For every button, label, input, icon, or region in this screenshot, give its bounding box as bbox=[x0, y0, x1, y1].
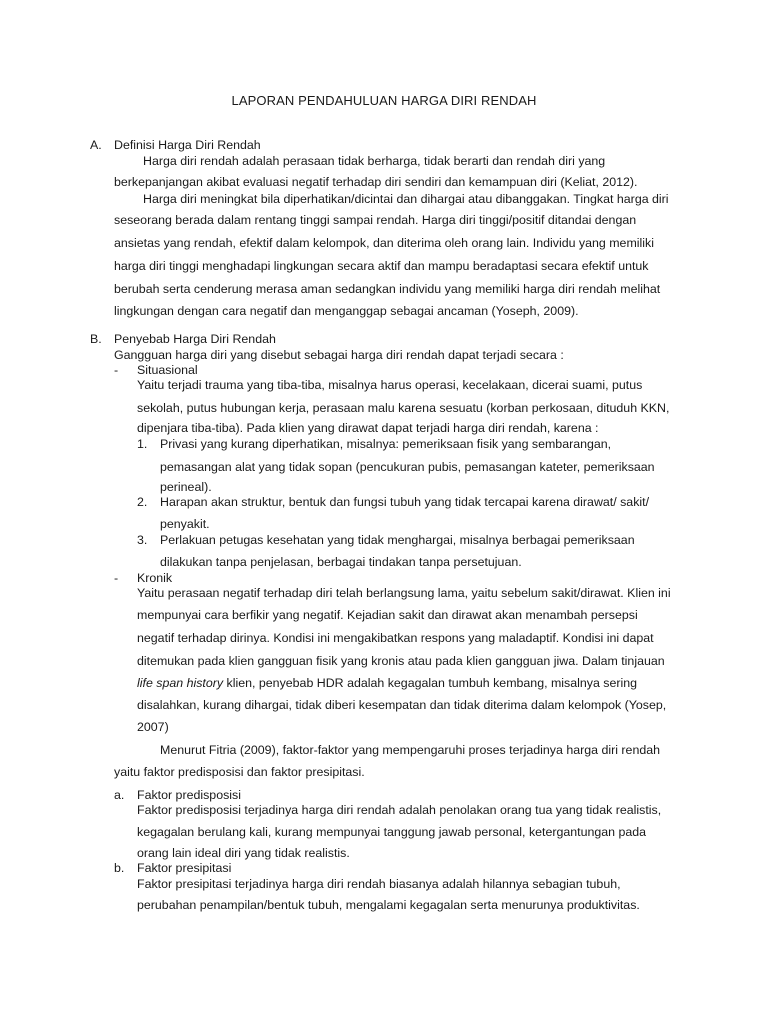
paragraph-line: berubah serta cenderung merasa aman sedangkan individu yang memiliki harga diri rendah melihat bbox=[114, 282, 661, 296]
list-item-line: penyakit. bbox=[160, 517, 210, 531]
list-item-line: Perlakuan petugas kesehatan yang tidak menghargai, misalnya berbagai pemeriksaan bbox=[160, 533, 635, 547]
paragraph-line: Faktor presipitasi terjadinya harga diri rendah biasanya adalah hilannya sebagian tubuh, bbox=[137, 877, 621, 891]
list-number: 2. bbox=[137, 495, 148, 509]
list-item-line: dilakukan tanpa penjelasan, berbagai tindakan tanpa persetujuan. bbox=[160, 555, 522, 569]
list-item-line: Harapan akan struktur, bentuk dan fungsi tubuh yang tidak tercapai karena dirawat/ sakit/ bbox=[160, 495, 650, 509]
paragraph-line: Menurut Fitria (2009), faktor-faktor yang mempengaruhi proses terjadinya harga diri rendah bbox=[160, 743, 661, 757]
paragraph-line: Harga diri meningkat bila diperhatikan/dicintai dan dihargai atau dibanggakan. Tingkat harga diri bbox=[143, 192, 669, 206]
section-a-heading: Definisi Harga Diri Rendah bbox=[114, 138, 261, 152]
paragraph-line-rest: klien, penyebab HDR adalah kegagalan tumbuh kembang, misalnya sering bbox=[223, 676, 638, 690]
paragraph-line: Yaitu terjadi trauma yang tiba-tiba, misalnya harus operasi, kecelakaan, dicerai suami, putus bbox=[137, 378, 643, 392]
section-b-letter: B. bbox=[90, 332, 102, 346]
paragraph-line: sekolah, putus hubungan kerja, perasaan malu karena sesuatu (korban perkosaan, dituduh KKN, bbox=[137, 401, 670, 415]
list-dash: - bbox=[114, 571, 119, 585]
list-letter: b. bbox=[114, 861, 125, 875]
paragraph-line: harga diri tinggi menghadapi lingkungan secara aktif dan mampu beradaptasi secara efektif untuk bbox=[114, 259, 649, 273]
paragraph-line: Yaitu perasaan negatif terhadap diri telah berlangsung lama, yaitu sebelum sakit/dirawat. Klien ini bbox=[137, 586, 671, 600]
paragraph-line: Harga diri rendah adalah perasaan tidak berharga, tidak berarti dan rendah diri yang bbox=[143, 154, 606, 168]
presipitasi-label: Faktor presipitasi bbox=[137, 861, 232, 875]
paragraph-line: disalahkan, kurang dihargai, tidak diberi kesempatan dan tidak diterima dalam kelompok (Yosep, bbox=[137, 698, 667, 712]
paragraph-line: Faktor predisposisi terjadinya harga diri rendah adalah penolakan orang tua yang tidak realistis, bbox=[137, 803, 662, 817]
list-number: 1. bbox=[137, 437, 148, 451]
paragraph-line: yaitu faktor predisposisi dan faktor presipitasi. bbox=[114, 765, 365, 779]
paragraph-line: kegagalan berulang kali, kurang mempunyai tanggung jawab personal, ketergantungan pada bbox=[137, 825, 647, 839]
paragraph-line: orang lain ideal diri yang tidak realistis. bbox=[137, 846, 350, 860]
paragraph-line: 2007) bbox=[137, 720, 169, 734]
section-a-letter: A. bbox=[90, 138, 102, 152]
kronik-label: Kronik bbox=[137, 571, 173, 585]
document-title: LAPORAN PENDAHULUAN HARGA DIRI RENDAH bbox=[231, 93, 537, 108]
situasional-label: Situasional bbox=[137, 363, 198, 377]
paragraph-line: berkepanjangan akibat evaluasi negatif terhadap diri sendiri dan kemampuan diri (Keliat, 2012). bbox=[114, 175, 638, 189]
list-item-line: pemasangan alat yang tidak sopan (pencukuran pubis, pemasangan kateter, pemeriksaan bbox=[160, 460, 655, 474]
list-dash: - bbox=[114, 363, 119, 377]
list-item-line: perineal). bbox=[160, 480, 212, 494]
paragraph-line: negatif terhadap dirinya. Kondisi ini mengakibatkan respons yang maladaptif. Kondisi ini dapat bbox=[137, 631, 654, 645]
list-letter: a. bbox=[114, 788, 125, 802]
paragraph-line: seseorang berada dalam rentang tinggi sampai rendah. Harga diri tinggi/positif ditandai dengan bbox=[114, 213, 637, 227]
paragraph-line: ditemukan pada klien gangguan fisik yang kronis atau pada klien gangguan jiwa. Dalam tinjauan bbox=[137, 654, 665, 668]
paragraph-line: ansietas yang rendah, efektif dalam kelompok, dan diterima oleh orang lain. Individu yang memiliki bbox=[114, 236, 654, 250]
section-b-intro: Gangguan harga diri yang disebut sebagai harga diri rendah dapat terjadi secara : bbox=[114, 348, 564, 362]
list-item-line: Privasi yang kurang diperhatikan, misalnya: pemeriksaan fisik yang sembarangan, bbox=[160, 437, 612, 451]
section-b-heading: Penyebab Harga Diri Rendah bbox=[114, 332, 276, 346]
paragraph-line: lingkungan dengan cara negatif dan menganggap sebagai ancaman (Yoseph, 2009). bbox=[114, 304, 579, 318]
paragraph-line: perubahan penampilan/bentuk tubuh, mengalami kegagalan serta menurunya produktivitas. bbox=[137, 898, 640, 912]
list-number: 3. bbox=[137, 533, 148, 547]
italic-term: life span history bbox=[137, 676, 224, 690]
paragraph-line bbox=[137, 675, 678, 691]
predisposisi-label: Faktor predisposisi bbox=[137, 788, 241, 802]
paragraph-line: dipenjara tiba-tiba). Pada klien yang dirawat dapat terjadi harga diri rendah, karena : bbox=[137, 421, 599, 435]
paragraph-line: mempunyai cara berfikir yang negatif. Kejadian sakit dan dirawat akan menambah persepsi bbox=[137, 608, 638, 622]
